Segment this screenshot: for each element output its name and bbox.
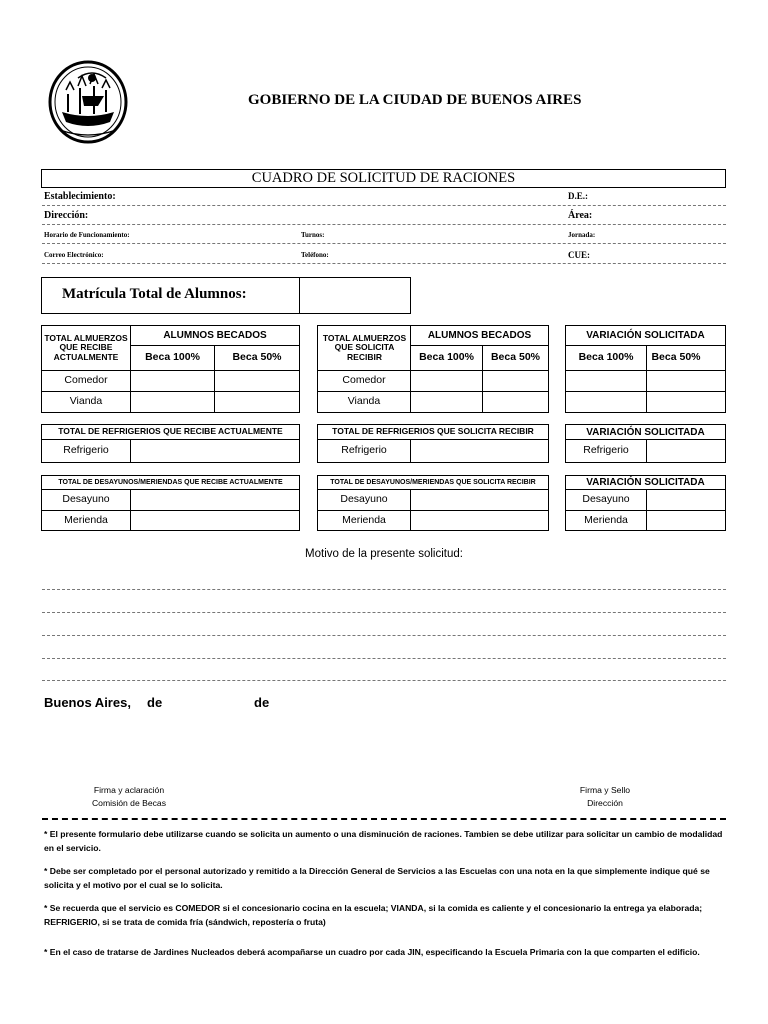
jornada-label: Jornada: [568, 231, 596, 239]
city-seal-logo [48, 60, 128, 144]
desayunos-solicita-merienda-input[interactable] [411, 511, 548, 530]
almuerzos-solicita-comedor: Comedor [342, 374, 386, 387]
firma-comision-line1: Firma y aclaración [93, 785, 165, 795]
telefono-label: Teléfono: [301, 251, 329, 259]
motivo-line-4[interactable] [42, 658, 726, 659]
refrigerios-actual-title: TOTAL DE REFRIGERIOS QUE RECIBE ACTUALMENTE [58, 426, 283, 437]
direccion-line [42, 224, 726, 225]
nota-2: * Debe ser completado por el personal autorizado y remitido a la Dirección General de Servicios a las Escuelas con una nota en la que simplemente indique qué se solicita y el motivo por el cual se lo solicita. [44, 866, 710, 890]
refrigerios-actual-row: Refrigerio [63, 444, 109, 457]
desayunos-actual-merienda-input[interactable] [131, 511, 299, 530]
horario-label: Horario de Funcionamiento: [44, 231, 130, 239]
desayunos-actual-desayuno: Desayuno [62, 493, 110, 506]
almuerzos-actual-vianda-50-input[interactable] [215, 392, 299, 412]
refrigerios-variacion-input[interactable] [647, 440, 725, 462]
refrigerios-variacion-title: VARIACIÓN SOLICITADA [586, 426, 705, 438]
almuerzos-variacion-comedor-100-input[interactable] [566, 371, 646, 391]
motivo-line-2[interactable] [42, 612, 726, 613]
de-label: D.E.: [568, 191, 588, 201]
refrigerios-solicita-input[interactable] [411, 440, 548, 462]
direccion-label: Dirección: [44, 210, 89, 221]
almuerzos-actual-title: TOTAL ALMUERZOS QUE RECIBE ACTUALMENTE [44, 332, 128, 362]
desayunos-solicita-merienda: Merienda [342, 513, 386, 526]
almuerzos-solicita-beca50: Beca 50% [490, 351, 541, 364]
matricula-divider [299, 277, 300, 314]
desayunos-solicita-title: TOTAL DE DESAYUNOS/MERIENDAS QUE SOLICITA RECIBIR [330, 478, 536, 486]
desayunos-variacion-desayuno: Desayuno [582, 493, 630, 506]
almuerzos-solicita-comedor-100-input[interactable] [411, 371, 482, 391]
almuerzos-actual-comedor-100-input[interactable] [131, 371, 214, 391]
desayunos-variacion-title: VARIACIÓN SOLICITADA [586, 477, 705, 488]
motivo-label: Motivo de la presente solicitud: [305, 548, 463, 560]
correo-line [42, 263, 726, 264]
almuerzos-actual-vianda-100-input[interactable] [131, 392, 214, 412]
almuerzos-solicita-vianda-100-input[interactable] [411, 392, 482, 412]
fecha-ciudad: Buenos Aires, [44, 695, 131, 710]
establecimiento-label: Establecimiento: [44, 191, 116, 202]
almuerzos-variacion-vianda-100-input[interactable] [566, 392, 646, 412]
almuerzos-actual-comedor: Comedor [64, 374, 108, 387]
almuerzos-solicita-comedor-50-input[interactable] [483, 371, 548, 391]
almuerzos-actual-comedor-50-input[interactable] [215, 371, 299, 391]
desayunos-actual-merienda: Merienda [64, 513, 108, 526]
desayunos-variacion-merienda-input[interactable] [647, 511, 725, 530]
firma-direccion-line2: Dirección [587, 798, 623, 808]
refrigerios-actual-input[interactable] [131, 440, 299, 462]
almuerzos-solicita-becados: ALUMNOS BECADOS [427, 330, 532, 341]
almuerzos-actual-becados: ALUMNOS BECADOS [163, 330, 267, 341]
almuerzos-actual-vianda: Vianda [69, 395, 103, 408]
establecimiento-line [42, 205, 726, 206]
desayunos-solicita-desayuno-input[interactable] [411, 490, 548, 510]
refrigerios-variacion-row: Refrigerio [583, 444, 629, 457]
desayunos-actual-title: TOTAL DE DESAYUNOS/MERIENDAS QUE RECIBE ACTUALMENTE [58, 478, 283, 486]
desayunos-actual-desayuno-input[interactable] [131, 490, 299, 510]
area-label: Área: [568, 210, 593, 221]
nota-3: * Se recuerda que el servicio es COMEDOR si el concesionario cocina en la escuela; VIANDA, si la comida es caliente y el concesionario la entrega ya elaborada; REFRIGERIO, si se trata de comida fría (sándwich, repostería o fruta) [44, 903, 703, 927]
nota-4: * En el caso de tratarse de Jardines Nucleados deberá acompañarse un cuadro por cada JIN, especificando la Escuela Primaria con la que comparten el edificio. [44, 947, 700, 957]
desayunos-variacion-desayuno-input[interactable] [647, 490, 725, 510]
government-title: GOBIERNO DE LA CIUDAD DE BUENOS AIRES [248, 92, 582, 108]
turnos-label: Turnos: [301, 231, 325, 239]
almuerzos-variacion-beca100: Beca 100% [578, 351, 634, 364]
desayunos-variacion-merienda: Merienda [584, 513, 628, 526]
fecha-de-2: de [254, 695, 270, 710]
almuerzos-actual-beca50: Beca 50% [232, 351, 282, 364]
refrigerios-solicita-row: Refrigerio [341, 444, 387, 457]
form-title: CUADRO DE SOLICITUD DE RACIONES [251, 170, 516, 186]
almuerzos-variacion-title: VARIACIÓN SOLICITADA [586, 330, 705, 341]
matricula-label: Matrícula Total de Alumnos: [62, 286, 247, 302]
fecha-de-1: de [147, 695, 163, 710]
motivo-line-1[interactable] [42, 589, 726, 590]
matricula-input[interactable] [301, 279, 409, 312]
firma-direccion-line1: Firma y Sello [579, 785, 631, 795]
correo-label: Correo Electrónico: [44, 251, 104, 259]
almuerzos-solicita-vianda: Vianda [347, 395, 381, 408]
motivo-line-3[interactable] [42, 635, 726, 636]
firma-comision-line2: Comisión de Becas [91, 798, 167, 808]
motivo-line-5[interactable] [42, 680, 726, 681]
notes-separator [42, 818, 726, 820]
nota-1: * El presente formulario debe utilizarse cuando se solicita un aumento o una disminución de raciones. Tambien se debe utilizar para solicitar un cambio de modalidad en el servicio. [44, 829, 723, 853]
cue-label: CUE: [568, 250, 590, 260]
desayunos-solicita-desayuno: Desayuno [340, 493, 388, 506]
almuerzos-solicita-vianda-50-input[interactable] [483, 392, 548, 412]
almuerzos-solicita-beca100: Beca 100% [419, 351, 474, 364]
almuerzos-variacion-beca50: Beca 50% [651, 351, 701, 364]
almuerzos-variacion-comedor-50-input[interactable] [647, 371, 725, 391]
almuerzos-actual-beca100: Beca 100% [145, 351, 200, 364]
almuerzos-solicita-title: TOTAL ALMUERZOS QUE SOLICITA RECIBIR [322, 332, 407, 362]
refrigerios-solicita-title: TOTAL DE REFRIGERIOS QUE SOLICITA RECIBIR [332, 426, 534, 437]
horario-line [42, 243, 726, 244]
almuerzos-variacion-vianda-50-input[interactable] [647, 392, 725, 412]
